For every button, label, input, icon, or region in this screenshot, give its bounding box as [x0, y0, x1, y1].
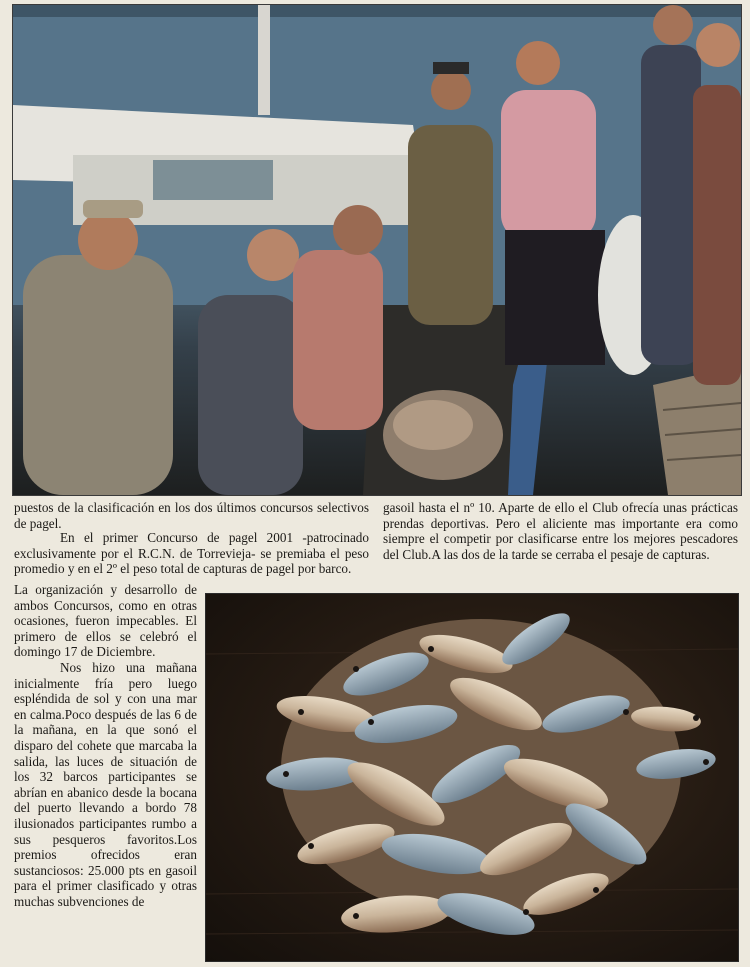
paragraph-organizacion: La organización y desarrollo de ambos Concursos, como en otras ocasiones, fueron impecables. El primero de ellos se celebró el domingo 17 de Diciembre.	[14, 582, 197, 660]
intro-continuation: puestos de la clasificación en los dos últimos concursos selectivos de pagel.	[14, 500, 369, 531]
fishermen-boat-photo	[12, 4, 742, 496]
right-column-text: gasoil hasta el nº 10. Aparte de ello el Club ofrecía unas prácticas prendas deportivas. Pero el aliciente mas importante era como siempre el competir por clasificarse entre los mejores pescadores del Club.A las dos de la tarde se cerraba el pesaje de capturas.	[383, 500, 738, 562]
paragraph-concurso: En el primer Concurso de pagel 2001 -patrocinado exclusivamente por el R.C.N. de Torrevieja- se premiaba el peso promedio y en el 2º el peso total de capturas de pagel por barco.	[14, 530, 369, 577]
paragraph-manana: Nos hizo una mañana inicialmente fría pero luego espléndida de sol y con una mar en calma.Poco después de las 6 de la mañana, en la que sonó el disparo del cohete que marcaba la salida, las luces de situación de los 32 barcos participantes se abrían en abanico desde la bocana del puerto llevando a bordo 78 ilusionados participantes rumbo a sus pesqueros favoritos.Los premios ofrecidos eran sustanciosos: 25.000 pts en gasoil para el primer clasificado y otras muchas subvenciones de	[14, 659, 197, 909]
narrow-column	[14, 582, 197, 909]
fish-catch-photo	[205, 593, 739, 962]
